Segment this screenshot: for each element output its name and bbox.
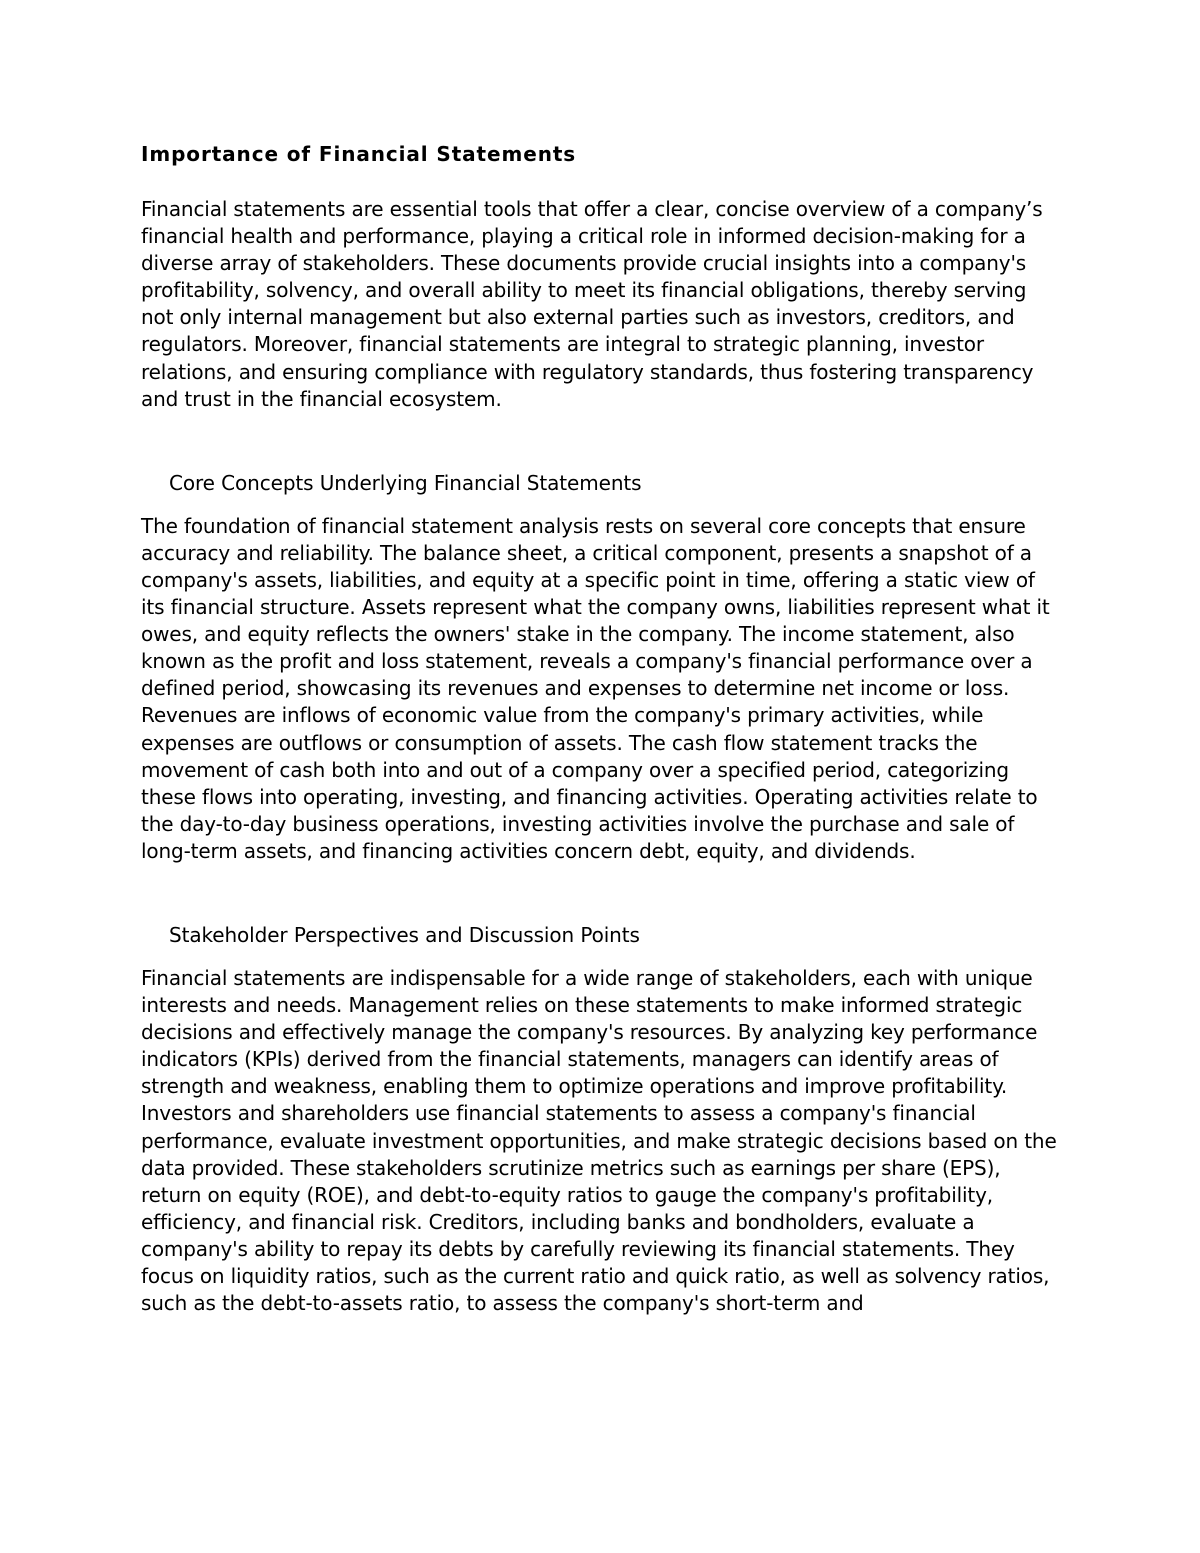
section-heading-core-concepts: Core Concepts Underlying Financial Statements xyxy=(169,470,642,495)
section-heading-stakeholder-perspectives: Stakeholder Perspectives and Discussion Points xyxy=(169,922,640,947)
intro-paragraph: Financial statements are essential tools that offer a clear, concise overview of a company’s financial health and performance, playing a critical role in informed decision-making for a diverse array of stakeholders. These documents provide crucial insights into a company's profitability, solvency, and overall ability to meet its financial obligations, thereby serving not only internal management but also external parties such as investors, creditors, and regulators. Moreover, financial statements are integral to strategic planning, investor relations, and ensuring compliance with regulatory standards, thus fostering transparency and trust in the financial ecosystem. xyxy=(141,197,1043,411)
section-paragraph-stakeholder-perspectives: Financial statements are indispensable for a wide range of stakeholders, each with unique interests and needs. Management relies on these statements to make informed strategic decisions and effectively manage the company's resources. By analyzing key performance indicators (KPIs) derived from the financial statements, managers can identify areas of strength and weakness, enabling them to optimize operations and improve profitability. Investors and shareholders use financial statements to assess a company's financial performance, evaluate investment opportunities, and make strategic decisions based on the data provided. These stakeholders scrutinize metrics such as earnings per share (EPS), return on equity (ROE), and debt-to-equity ratios to gauge the company's profitability, efficiency, and financial risk. Creditors, including banks and bondholders, evaluate a company's ability to repay its debts by carefully reviewing its financial statements. They focus on liquidity ratios, such as the current ratio and quick ratio, as well as solvency ratios, such as the debt-to-assets ratio, to assess the company's short-term and xyxy=(141,965,1057,1316)
section-paragraph-core-concepts: The foundation of financial statement analysis rests on several core concepts that ensure accuracy and reliability. The balance sheet, a critical component, presents a snapshot of a company's assets, liabilities, and equity at a specific point in time, offering a static view of its financial structure. Assets represent what the company owns, liabilities represent what it owes, and equity reflects the owners' stake in the company. The income statement, also known as the profit and loss statement, reveals a company's financial performance over a defined period, showcasing its revenues and expenses to determine net income or loss. Revenues are inflows of economic value from the company's primary activities, while expenses are outflows or consumption of assets. The cash flow statement tracks the movement of cash both into and out of a company over a specified period, categorizing these flows into operating, investing, and financing activities. Operating activities relate to the day-to-day business operations, investing activities involve the purchase and sale of long-term assets, and financing activities concern debt, equity, and dividends. xyxy=(141,513,1050,863)
document-title: Importance of Financial Statements xyxy=(141,142,577,166)
document-page xyxy=(141,140,1061,1317)
